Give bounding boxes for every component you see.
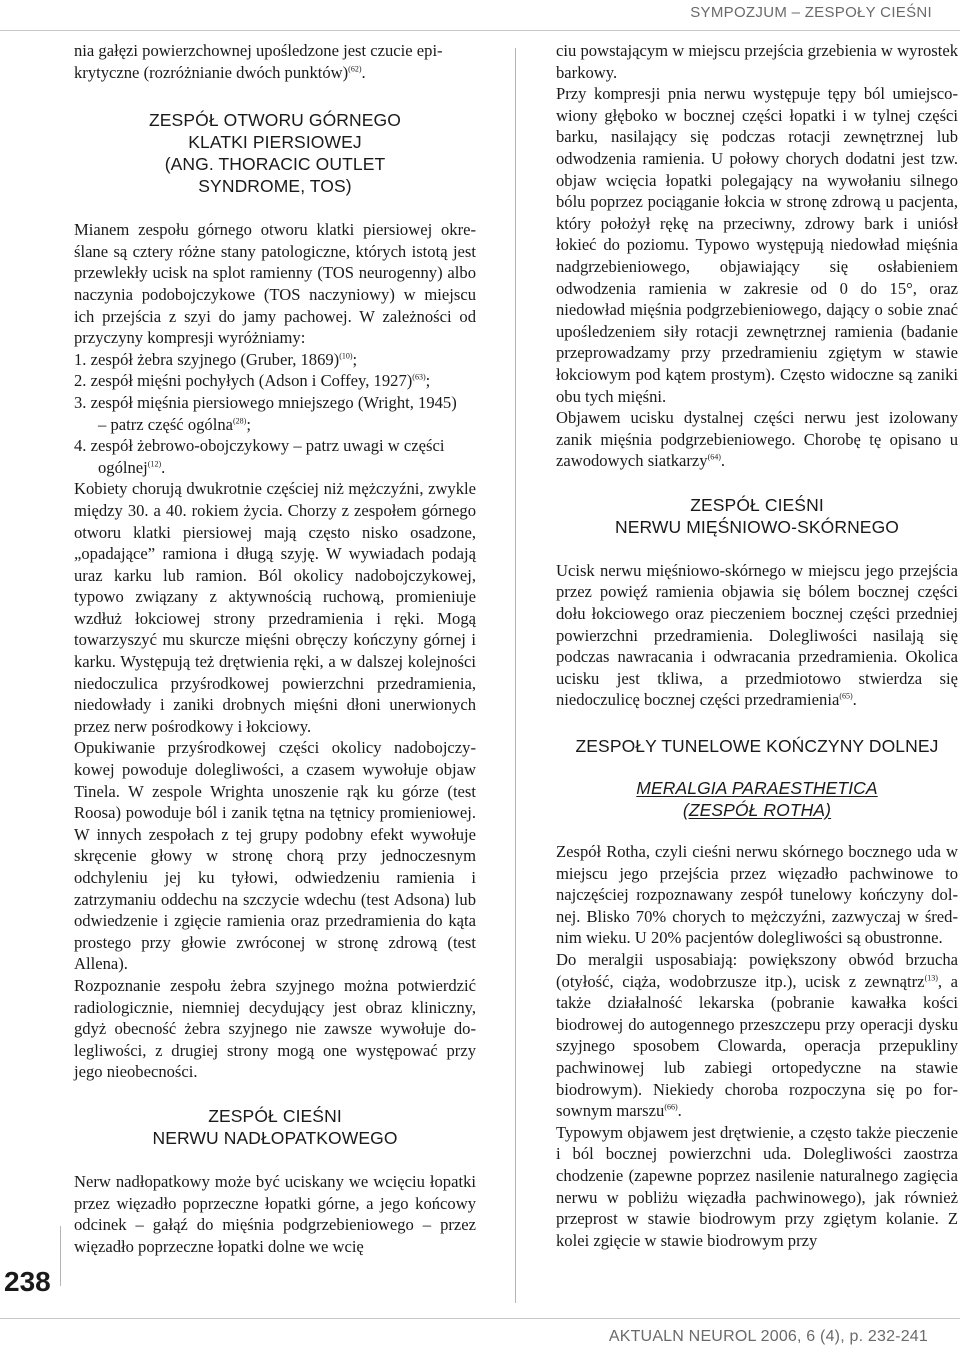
page-number-rule <box>60 1226 61 1286</box>
reference-marker: (65) <box>839 691 853 701</box>
meralgia-paragraph-1: Zespół Rotha, czyli cieśni nerwu skórnego bocznego uda w miejscu jego przejścia przez więzadło pachwinowe to najczęściej rozpoznawany zespół tunelowy kończyny dolnej. Blisko 70% chorych to mężczyźni, zazwyczaj w średnim wieku. U 20% pacjentów dolegliwości są obustronne. <box>556 842 958 948</box>
heading-musculocutaneous <box>556 494 958 538</box>
meralgia-paragraph-2 <box>556 949 958 1122</box>
reference-marker: (13) <box>924 973 938 983</box>
list-item-punct: . <box>161 457 166 477</box>
paragraph-text: Ucisk nerwu mięśniowo-skórnego w miejscu jego przejścia przez powięź ramienia objawia się bólem bocznej części dołu łokciowego oraz pieczeniem bocznej części przedniej powierzchni przedramienia. Dolegliwości nasilają się podczas nawracania i odwracania przedramienia. Okolica ucisku jest tkliwa, a przedmiotowo stwierdza się niedoczulicę bocznej części przedramienia <box>556 560 958 710</box>
reference-marker: (63) <box>412 372 426 382</box>
tos-paragraph-1: Mianem zespołu górnego otworu klatki piersiowej określane są cztery różne stany patologiczne, których istotą jest przewlekły ucisk na splot ramienny (TOS neurogenny) albo naczynia podobojczykowe (TOS naczyniowy) w miejscu ich przejścia z szyi do jamy pachowej. W zależności od przyczyny kompresji wyróżniamy: <box>74 220 476 348</box>
left-column <box>74 40 476 1257</box>
reference-marker: (62) <box>348 64 362 74</box>
suprascapular-paragraph-3 <box>556 407 958 472</box>
heading-tos <box>74 109 476 197</box>
list-item <box>74 392 476 414</box>
list-item-text: 2. zespół mięśni pochyłych (Adson i Coffey, 1927) <box>74 371 413 391</box>
heading-tos-line-2: KLATKI PIERSIOWEJ <box>188 132 362 153</box>
reference-marker: (12) <box>147 459 162 469</box>
list-item-text: 3. zespół mięśnia piersiowego mniejszego (Wright, 1945) <box>74 392 457 412</box>
heading-meralgia-line-2: (ZESPÓŁ ROTHA) <box>682 800 832 821</box>
heading-musculocutaneous-line-2: NERWU MIĘŚNIOWO-SKÓRNEGO <box>614 516 900 537</box>
reference-marker: (28) <box>233 416 247 425</box>
list-item-text: 1. zespół żebra szyjnego (Gruber, 1869) <box>74 349 340 369</box>
meralgia-paragraph-3: Typowym objawem jest drętwienie, a często także pieczenie i ból bocznej powierzchni uda. Dolegliwości zaostrza chodzenie (zapewne poprzez nasilenie naturalnego zagięcia nerwu w pobliżu więzadła pachwinowego), jak również przeprost w stawie biodrowym przy zgiętym kolanie. Z kolei zgięcie w stawie biodrowym przy <box>556 1122 958 1250</box>
running-footer: AKTUALN NEUROL 2006, 6 (4), p. 232-241 <box>608 1328 928 1345</box>
suprascapular-paragraph: Nerw nadłopatkowy może być uciskany we wcięciu łopatki przez więzadło poprzeczne łopatki górne, a jego końcowy odcinek – gałąź do mięśnia podgrzebieniowego – przez więzadło poprzeczne łopatki dolne we wcię <box>74 1171 476 1256</box>
paragraph-text: Do meralgii usposabiają: powiększony obwód brzucha (otyłość, ciąża, wodobrzusze itp.), ucisk z zewnątrz <box>556 950 958 991</box>
paragraph-punct: . <box>852 690 857 710</box>
intro-line-2: krytyczne (rozróżnianie dwóch punktów) <box>74 62 349 82</box>
paragraph-punct: . <box>677 1101 682 1121</box>
heading-meralgia <box>556 777 958 821</box>
list-item-punct: ; <box>425 371 431 391</box>
paragraph-text: Objawem ucisku dystalnej części nerwu jest izolowany zanik mięśnia podgrzebieniowego. Chorobę tę opisano u zawodowych siatkarzy <box>556 408 958 471</box>
tos-paragraph-4: Rozpoznanie zespołu żebra szyjnego można potwierdzić radiologicznie, niemniej decydujący jest obraz kliniczny, gdyż obecność żebra szyjnego nie zawsze wywołuje dolegliwości, z drugiej strony mogą one występować przy jego nieobecności. <box>74 975 476 1082</box>
heading-tos-line-3: (ANG. THORACIC OUTLET <box>164 154 386 175</box>
paragraph-text: , a także działalność lekarska (pobranie kawałka kości biodrowej do autogennego przeszczepu przy operacji dysku szyjnego sposobem Clowarda, operacja przepukliny pachwinowej lub zabiegi ortopedyczne na stawie biodrowym). Niekiedy choroba rozpoczyna się po forsownym marszu <box>556 971 958 1121</box>
suprascapular-paragraph-cont: ciu powstającym w miejscu przejścia grzebienia w wyrostek barkowy. <box>556 41 958 82</box>
reference-marker: (10) <box>339 351 353 361</box>
list-item-continuation <box>74 457 476 479</box>
page-number: 238 <box>4 1266 51 1297</box>
list-item <box>74 370 476 392</box>
list-item <box>74 349 476 371</box>
tos-paragraph-2: Kobiety chorują dwukrotnie częściej niż mężczyźni, zwykle między 30. a 40. rokiem życia. Chorzy z zespołem górnego otworu klatki piersiowej mają często nisko osadzone, „opadające” ramiona i długą szyję. W wywiadach podają uraz karku lub ramion. Ból okolicy nadobojczykowej, typowo związany z aktywnością ruchową, promieniuje wzdłuż łokciowej strony przedramienia i ręki. Mogą towarzyszyć mu skurcze mięśni obręczy kończyny górnej i karku. Występują też drętwienia ręki, a w dalszej kolejności niedoczulica przyśrodkowej powierzchni przedramienia, niedowłady i zaniki drobnych mięśni dłoni unerwionych przez nerw pośrodkowy i łokciowy. <box>74 479 476 736</box>
paragraph-punct: . <box>720 451 726 471</box>
header-rule <box>0 30 960 31</box>
tos-paragraph-3: Opukiwanie przyśrodkowej części okolicy nadobojczykowej powoduje dolegliwości, a czasem wywołuje objaw Tinela. W zespole Wrighta unoszenie rąk ku górze (test Roosa) powoduje ból i zanik tętna na tętnicy promieniowej. W innych zespołach z tej grupy podobny efekt wywołuje skręcenie głowy w stronę chorą przy jednoczesnym odchyleniu jej ku tyłowi, odwiedzeniu ramienia i zatrzymaniu oddechu na szczycie wdechu (test Adsona) lub odwiedzenie i zgięcie ramienia oraz przedramienia do kąta prostego przy głowie zwróconej w stronę zdrową (test Allena). <box>74 738 476 974</box>
reference-marker: (66) <box>664 1102 678 1112</box>
column-divider <box>515 48 516 1303</box>
right-column <box>556 40 958 1251</box>
list-item-punct: ; <box>246 414 251 434</box>
heading-meralgia-line-1: MERALGIA PARAESTHETICA <box>636 778 878 799</box>
heading-lower-limb: ZESPOŁY TUNELOWE KOŃCZYNY DOLNEJ <box>575 736 939 757</box>
suprascapular-paragraph-2: Przy kompresji pnia nerwu występuje tępy ból umiejscowiony głęboko w bocznej części łopatki i w tylnej części barku, nasilający się podczas rotacji zewnętrznej lub odwodzenia ramienia. U połowy chorych dodatni jest tzw. objaw wcięcia łopatki polegający na wywołaniu silnego bólu poprzez pociąganie łokcia w stronę zdrową u pacjenta, który położył rękę na przeciwny, zdrowy bark i uniósł łokieć do poziomu. Typowo występują niedowład mięśnia nadgrzebieniowego, objawiający się osłabieniem odwodzenia ramienia w zakresie od 0 do 15°, oraz niedowład mięśnia podgrzebieniowego, dający o sobie znać upośledzeniem siły rotacji zewnętrznej ramienia (badanie przeprowadzamy przy przedramieniu zgiętym w stawie łokciowym pod kątem prostym). Często widoczne są zaniki obu tych mięśni. <box>556 84 958 406</box>
list-item-punct: ; <box>352 349 358 369</box>
heading-tos-line-1: ZESPÓŁ OTWORU GÓRNEGO <box>149 110 401 131</box>
musculocutaneous-paragraph <box>556 560 958 711</box>
list-item-continuation <box>74 414 476 436</box>
heading-musculocutaneous-line-1: ZESPÓŁ CIEŚNI <box>690 494 824 515</box>
list-item-text: – patrz część ogólna <box>98 414 233 434</box>
footer-rule <box>0 1318 960 1319</box>
heading-tos-line-4: SYNDROME, TOS) <box>198 176 352 197</box>
intro-paragraph: nia gałęzi powierzchownej upośledzone jest czucie epi- krytyczne (rozróżnianie dwóch punktów)$^{(62)}$. <box>74 41 443 82</box>
intro-line-1: nia gałęzi powierzchownej upośledzone jest czucie epi- <box>74 41 443 60</box>
running-header: SYMPOZJUM – ZESPOŁY CIEŚNI <box>690 4 932 21</box>
heading-suprascapular <box>74 1105 476 1149</box>
list-item <box>74 435 476 457</box>
reference-marker: (64) <box>707 452 721 462</box>
list-item-text: ogólnej <box>98 457 148 477</box>
heading-suprascapular-line-1: ZESPÓŁ CIEŚNI <box>208 1105 342 1126</box>
list-item-text: 4. zespół żebrowo-obojczykowy – patrz uwagi w części <box>74 436 445 456</box>
heading-suprascapular-line-2: NERWU NADŁOPATKOWEGO <box>152 1127 398 1148</box>
tos-causes-list <box>74 349 476 479</box>
